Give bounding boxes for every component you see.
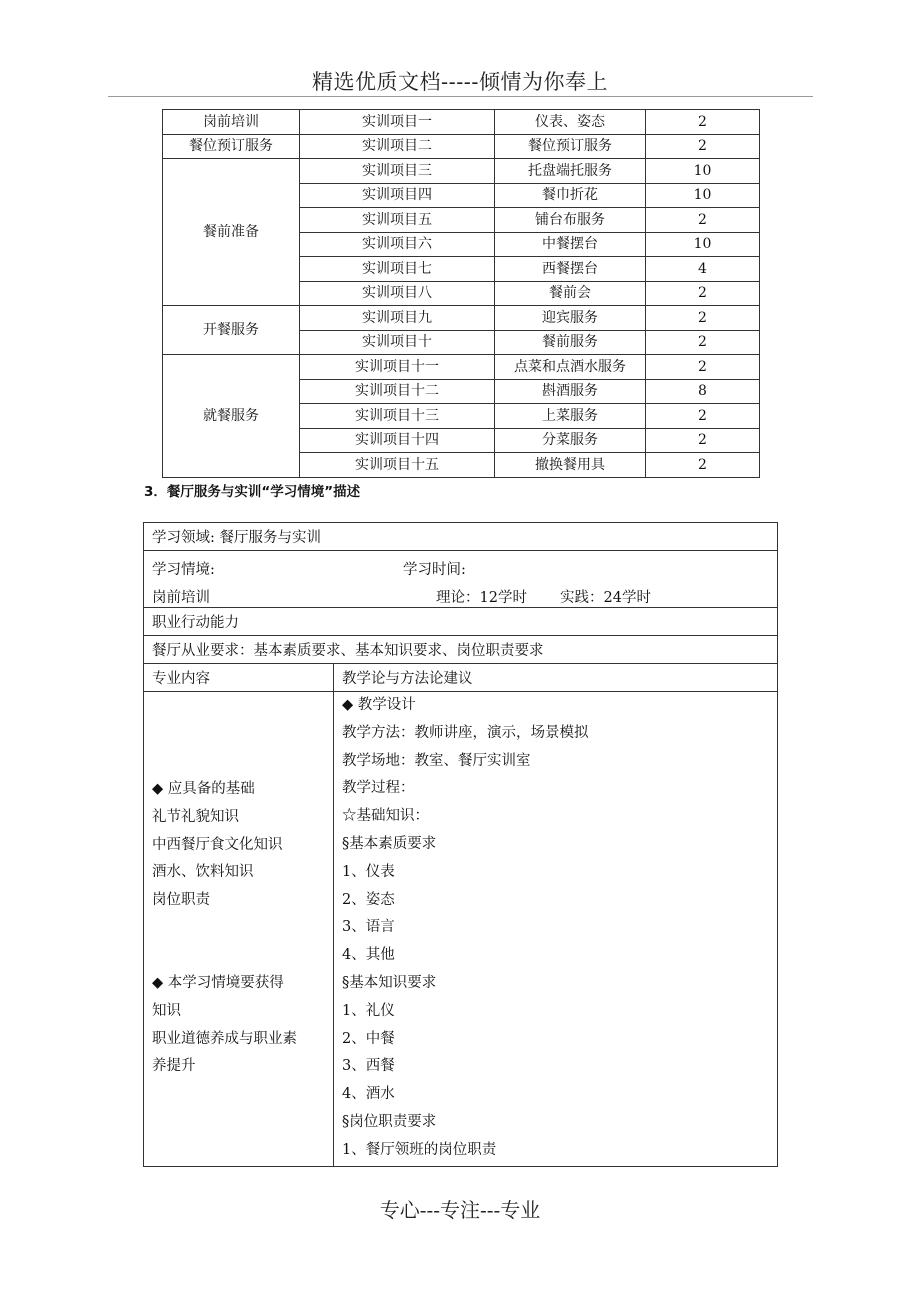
content-cell: 餐前服务 [495,330,646,355]
project-cell: 实训项目十一 [300,355,495,380]
content-cell: 撤换餐用具 [495,453,646,478]
table-row [163,306,760,331]
table-row [163,110,760,135]
left-content-line: ◆ 本学习情境要获得 [152,975,284,991]
method-line: 教学过程： [342,780,415,797]
table-row [163,159,760,184]
content-right-cell [334,692,778,1167]
theory-hours: 理论：12学时 [436,590,527,606]
learning-domain-cell: 学习领域: 餐厅服务与实训 [144,523,778,551]
content-cell: 餐位预订服务 [495,134,646,159]
project-cell: 实训项目十五 [300,453,495,478]
practice-hours: 实践：24学时 [560,590,651,606]
training-schedule-table [162,109,760,478]
method-line: 3、语言 [342,919,395,936]
method-line: 1、餐厅领班的岗位职责 [342,1141,497,1158]
competence-cell: 职业行动能力 [144,608,778,636]
content-cell: 托盘端托服务 [495,159,646,184]
method-line: 教学方法：教师讲座，演示，场景模拟 [342,724,589,741]
section-heading: 3．餐厅服务与实训“学习情境”描述 [144,484,361,500]
content-cell: 仪表、姿态 [495,110,646,135]
hours-cell: 2 [646,453,760,478]
method-line: 教学场地：教室、餐厅实训室 [342,752,531,769]
method-line: 3、西餐 [342,1058,395,1075]
project-cell: 实训项目六 [300,232,495,257]
hours-cell: 2 [646,208,760,233]
header-divider [108,96,813,97]
hours-cell: 2 [646,306,760,331]
content-cell: 迎宾服务 [495,306,646,331]
left-content-line: 岗位职责 [152,892,210,909]
method-line: 2、中餐 [342,1030,395,1047]
method-line: ☆基础知识： [342,808,429,825]
method-line: §基本知识要求 [342,974,437,991]
hours-cell: 2 [646,281,760,306]
left-block-knowledge [152,970,328,1081]
hours-cell: 4 [646,257,760,282]
method-line: 1、礼仪 [342,1002,395,1019]
method-line: 4、酒水 [342,1086,395,1103]
hours-cell: 10 [646,183,760,208]
col-right-header: 教学论与方法论建议 [334,664,778,692]
method-line: §岗位职责要求 [342,1113,437,1130]
hours-cell: 2 [646,355,760,380]
method-line: 1、仪表 [342,863,395,880]
hours-cell: 10 [646,159,760,184]
project-cell: 实训项目一 [300,110,495,135]
left-content-line: 中西餐厅食文化知识 [152,836,283,853]
table-row [163,134,760,159]
project-cell: 实训项目十 [300,330,495,355]
page-header-title: 精选优质文档-----倾情为你奉上 [312,70,608,94]
content-cell: 铺台布服务 [495,208,646,233]
project-cell: 实训项目十二 [300,379,495,404]
project-cell: 实训项目五 [300,208,495,233]
project-cell: 实训项目九 [300,306,495,331]
content-cell: 点菜和点酒水服务 [495,355,646,380]
hours-cell: 2 [646,134,760,159]
hours-cell: 2 [646,330,760,355]
method-line: 2、姿态 [342,891,395,908]
module-cell: 开餐服务 [163,306,300,355]
method-line: §基本素质要求 [342,835,437,852]
project-cell: 实训项目十四 [300,428,495,453]
col-left-header: 专业内容 [144,664,334,692]
situation-value: 岗前培训 [152,590,210,606]
hours-cell: 2 [646,404,760,429]
left-block-basics [152,776,328,915]
left-content-line: 养提升 [152,1058,196,1075]
left-content-line: ◆ 应具备的基础 [152,781,255,797]
module-cell: 餐位预订服务 [163,134,300,159]
left-content-line: 礼节礼貌知识 [152,808,239,825]
content-cell: 上菜服务 [495,404,646,429]
hours-cell: 10 [646,232,760,257]
content-left-cell [144,692,334,1167]
project-cell: 实训项目三 [300,159,495,184]
content-cell: 中餐摆台 [495,232,646,257]
content-cell: 分菜服务 [495,428,646,453]
hours-cell: 2 [646,428,760,453]
left-content-line: 职业道德养成与职业素 [152,1030,297,1047]
module-cell: 岗前培训 [163,110,300,135]
module-cell: 餐前准备 [163,159,300,306]
learning-situation-table [143,522,778,1167]
project-cell: 实训项目七 [300,257,495,282]
content-cell: 西餐摆台 [495,257,646,282]
module-cell: 就餐服务 [163,355,300,478]
left-content-line: 知识 [152,1002,181,1019]
left-content-line: 酒水、饮料知识 [152,864,254,881]
content-cell: 餐巾折花 [495,183,646,208]
situation-time-cell [144,551,778,608]
page-footer: 专心---专注---专业 [379,1198,541,1222]
project-cell: 实训项目二 [300,134,495,159]
table-row [163,355,760,380]
time-label: 学习时间: [403,562,466,578]
hours-cell: 2 [646,110,760,135]
requirements-cell: 餐厅从业要求：基本素质要求、基本知识要求、岗位职责要求 [144,636,778,664]
method-line: 4、其他 [342,947,395,964]
hours-cell: 8 [646,379,760,404]
content-cell: 斟酒服务 [495,379,646,404]
method-line: ◆ 教学设计 [342,697,416,713]
project-cell: 实训项目八 [300,281,495,306]
situation-label: 学习情境: [152,562,215,578]
project-cell: 实训项目十三 [300,404,495,429]
project-cell: 实训项目四 [300,183,495,208]
content-cell: 餐前会 [495,281,646,306]
